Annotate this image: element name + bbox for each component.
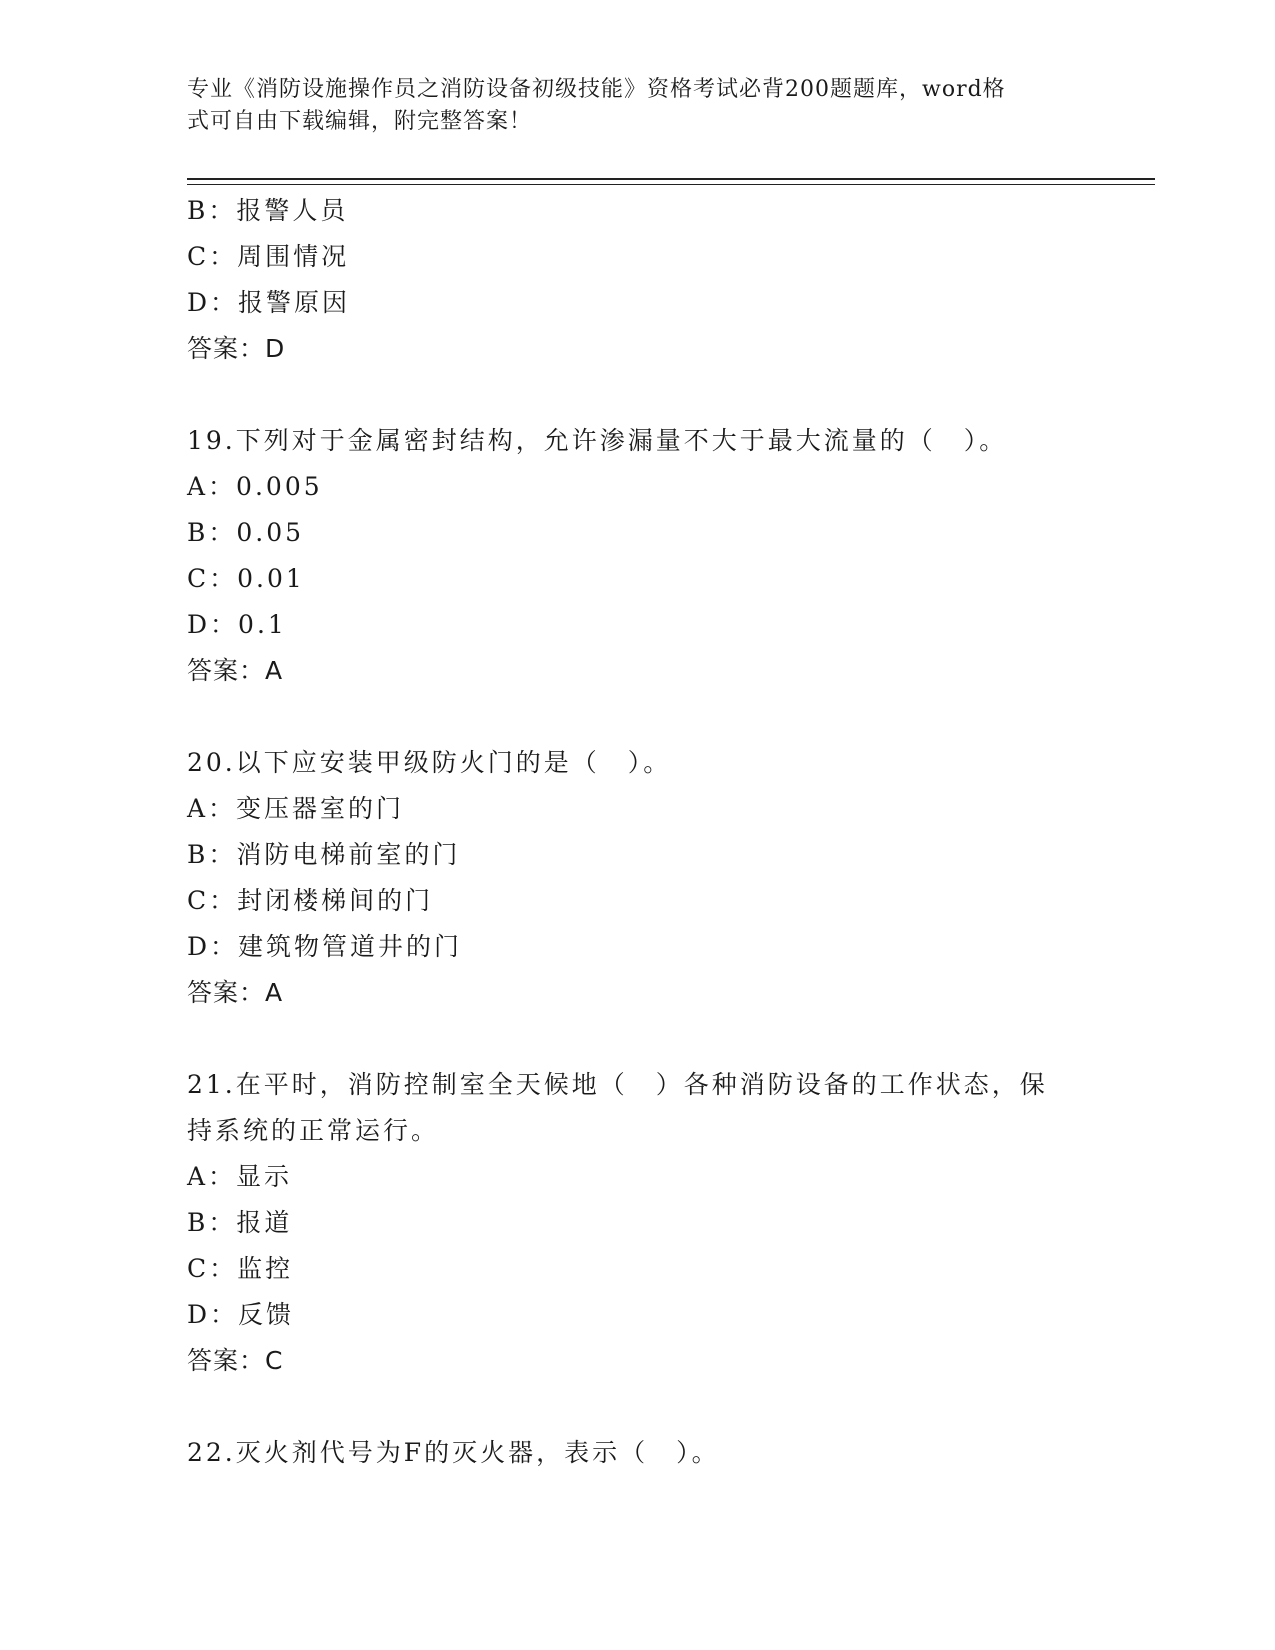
question-text: 20.以下应安装甲级防火门的是（ ）。 [187, 748, 672, 777]
option-d: D：0.1 [187, 610, 287, 639]
question-text-line-1: 21.在平时，消防控制室全天候地（ ）各种消防设备的工作状态，保 [187, 1070, 1048, 1099]
option-c: C：0.01 [187, 564, 305, 593]
option-a: A：0.005 [187, 472, 323, 501]
answer: 答案：C [187, 1346, 284, 1375]
question-text: 19.下列对于金属密封结构，允许渗漏量不大于最大流量的（ ）。 [187, 426, 1008, 455]
question-21 [187, 1062, 1087, 1384]
carryover-question [187, 188, 1087, 372]
option-d: D：建筑物管道井的门 [187, 932, 463, 961]
answer: 答案：A [187, 656, 284, 685]
option-b: B：报道 [187, 1208, 293, 1237]
option-b: B：0.05 [187, 518, 305, 547]
question-22 [187, 1430, 1087, 1476]
question-list [187, 188, 1087, 1476]
question-text: 22.灭火剂代号为F的灭火器，表示（ ）。 [187, 1438, 720, 1467]
header-divider-thin [187, 184, 1155, 185]
document-header [187, 74, 1067, 138]
option-d: D：反馈 [187, 1300, 295, 1329]
question-20 [187, 740, 1087, 1016]
option-d: D：报警原因 [187, 288, 351, 317]
option-b: B：报警人员 [187, 196, 349, 225]
option-c: C：封闭楼梯间的门 [187, 886, 434, 915]
question-19 [187, 418, 1087, 694]
option-c: C：周围情况 [187, 242, 350, 271]
header-line-1: 专业《消防设施操作员之消防设备初级技能》资格考试必背200题题库，word格 [187, 77, 1006, 102]
answer: 答案：D [187, 334, 286, 363]
header-divider-thick [187, 178, 1155, 180]
option-a: A：显示 [187, 1162, 293, 1191]
option-c: C：监控 [187, 1254, 294, 1283]
option-b: B：消防电梯前室的门 [187, 840, 461, 869]
option-a: A：变压器室的门 [187, 794, 405, 823]
header-line-2: 式可自由下载编辑，附完整答案！ [187, 109, 533, 134]
answer: 答案：A [187, 978, 284, 1007]
question-text-line-2: 持系统的正常运行。 [187, 1116, 440, 1145]
